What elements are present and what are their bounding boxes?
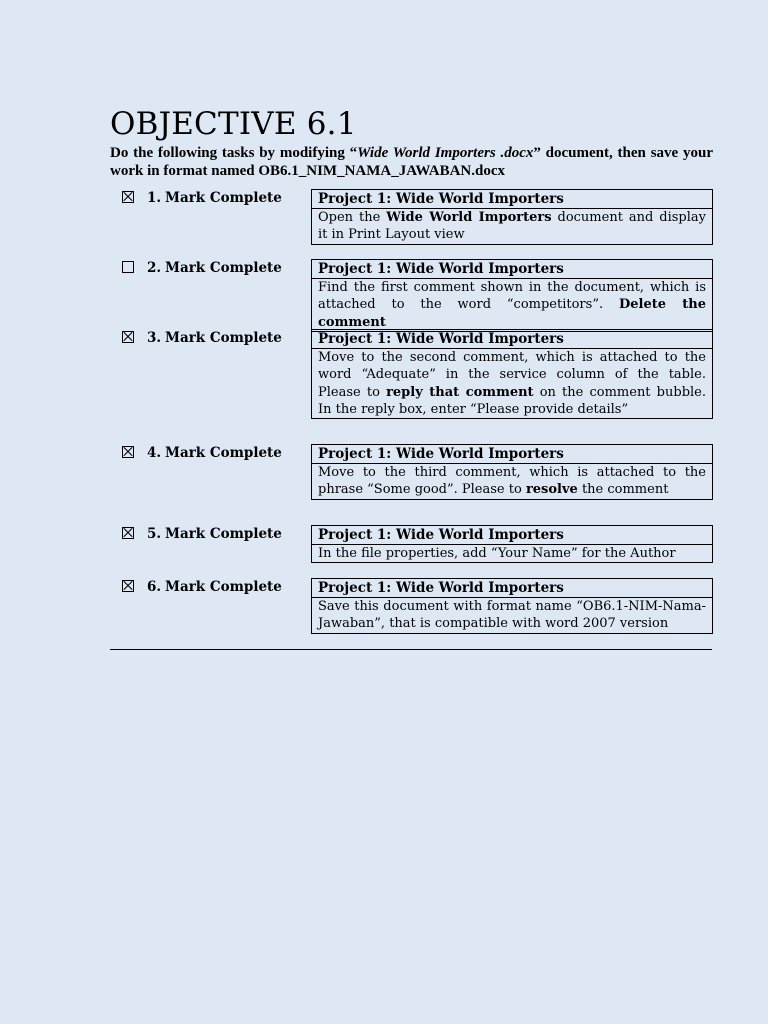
task-description	[312, 598, 712, 632]
project-heading: Project 1: Wide World Importers	[312, 190, 712, 209]
task-number: 1.	[147, 190, 162, 206]
mark-complete[interactable]	[122, 445, 282, 462]
project-heading: Project 1: Wide World Importers	[312, 445, 712, 464]
intro-paragraph	[110, 144, 713, 180]
mark-complete[interactable]	[122, 190, 282, 207]
intro-text-start: Do the following tasks by modifying “	[110, 145, 358, 161]
mark-complete-label: Mark Complete	[165, 526, 282, 542]
mark-complete[interactable]	[122, 526, 282, 543]
description-text: Open the	[318, 210, 387, 226]
description-text: Save this document with format name “OB6.1-NIM-Nama-Jawaban”, that is compatible with word 2007 version	[318, 599, 706, 632]
task-box	[311, 444, 713, 500]
page-title: OBJECTIVE 6.1	[110, 106, 357, 142]
task-box	[311, 578, 713, 634]
emphasis-text: Wide World Importers	[386, 210, 552, 226]
task-box	[311, 259, 713, 332]
task-description	[312, 279, 712, 331]
mark-complete-label: Mark Complete	[165, 330, 282, 346]
mark-complete[interactable]	[122, 579, 282, 596]
description-text: document and display it in Print Layout view	[318, 210, 706, 243]
emphasis-text: reply that comment	[386, 384, 534, 400]
task-box	[311, 329, 713, 419]
mark-complete-label: Mark Complete	[165, 190, 282, 206]
checked-box-icon[interactable]	[122, 191, 134, 203]
task-box	[311, 189, 713, 245]
horizontal-rule	[110, 649, 712, 650]
project-heading: Project 1: Wide World Importers	[312, 330, 712, 349]
checked-box-icon[interactable]	[122, 331, 134, 343]
description-text: the comment	[577, 482, 669, 498]
emphasis-text: Delete the comment	[318, 297, 706, 330]
intro-filename: Wide World Importers .docx	[357, 145, 534, 161]
mark-complete-label: Mark Complete	[165, 579, 282, 595]
task-description	[312, 545, 712, 562]
empty-checkbox-icon[interactable]	[122, 261, 134, 273]
description-text: Move to the second comment, which is attached to the word “Adequate” in the service column of the table. Please to	[318, 350, 706, 400]
task-number: 3.	[147, 330, 162, 346]
task-box	[311, 525, 713, 563]
description-text: Move to the third comment, which is attached to the phrase “Some good”. Please to	[318, 465, 706, 498]
checked-box-icon[interactable]	[122, 446, 134, 458]
mark-complete[interactable]	[122, 260, 282, 277]
task-description	[312, 209, 712, 243]
task-number: 4.	[147, 445, 162, 461]
project-heading: Project 1: Wide World Importers	[312, 260, 712, 279]
description-text: Find the first comment shown in the document, which is attached to the word “competitors”.	[318, 280, 706, 313]
mark-complete-label: Mark Complete	[165, 445, 282, 461]
mark-complete[interactable]	[122, 330, 282, 347]
checked-box-icon[interactable]	[122, 527, 134, 539]
task-number: 6.	[147, 579, 162, 595]
mark-complete-label: Mark Complete	[165, 260, 282, 276]
project-heading: Project 1: Wide World Importers	[312, 579, 712, 598]
task-number: 5.	[147, 526, 162, 542]
emphasis-text: resolve	[525, 482, 578, 498]
intro-text-end: ” document, then save your work in format named OB6.1_NIM_NAMA_JAWABAN.docx	[110, 145, 713, 179]
description-text: on the comment bubble. In the reply box, enter “Please provide details”	[318, 384, 707, 417]
document-page	[110, 104, 713, 632]
checked-box-icon[interactable]	[122, 580, 134, 592]
project-heading: Project 1: Wide World Importers	[312, 526, 712, 545]
description-text: In the file properties, add “Your Name” for the Author	[318, 546, 676, 562]
task-description	[312, 349, 712, 418]
task-description	[312, 464, 712, 498]
task-number: 2.	[147, 260, 162, 276]
